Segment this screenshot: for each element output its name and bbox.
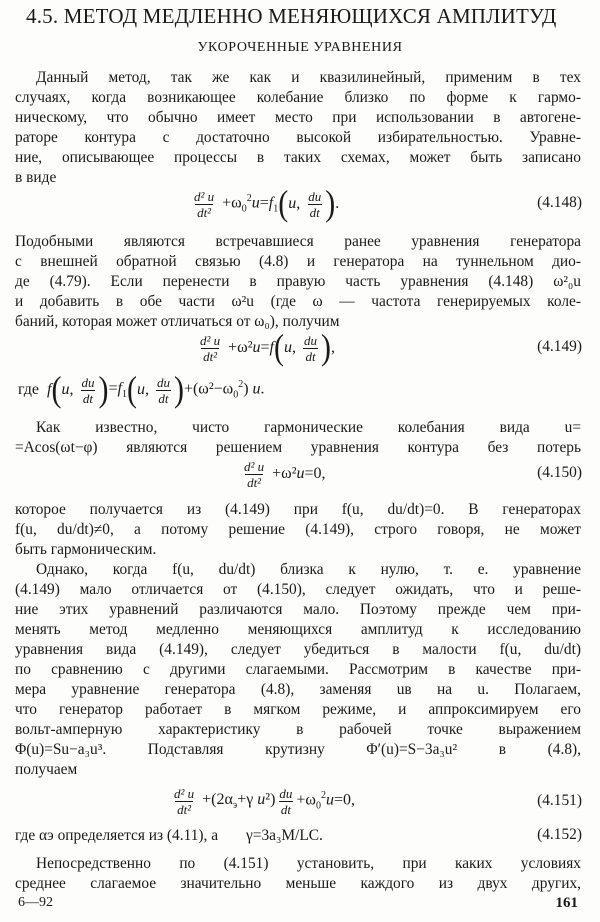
text-line: Подобными являются встречавшиеся ранее уравнения генератора	[15, 233, 581, 250]
subsection-title: УКОРОЧЕННЫЕ УРАВНЕНИЯ	[197, 40, 403, 55]
equation-4-150: $\frac{\text{d² u}}{\text{dt²}}$ +ω²u=0,	[244, 458, 326, 490]
equation-4-151: $\frac{\text{d² u}}{\text{dt²}}$ $+(2\alpha_э+\gamma$ u²) $\frac{du}{dt}$ $+\omega_0^2u=0$,	[174, 785, 355, 817]
text-line: (4.149) мало отличается от (4.150), следует ожидать, что и реше-	[15, 581, 581, 598]
page-number: 161	[555, 895, 578, 911]
text-line: где αэ определяется из (4.11), а	[15, 827, 219, 844]
where-label: где	[18, 381, 40, 398]
text-line: и добавить в обе части ω²u (где ω — частота генерируемых коле-	[15, 293, 581, 310]
text-line: которое получается из (4.149) при f(u, du/dt)=0. В генераторах	[15, 501, 581, 518]
text-line: быть гармоническим.	[15, 541, 157, 558]
text-line: уравнения вида (4.149), следует убедиться в малости f(u, du/dt)	[15, 641, 581, 658]
text-line: по сравнению с другими слагаемыми. Рассмотрим в качестве при-	[15, 661, 581, 678]
text-line: Непосредственно по (4.151) установить, при каких условиях	[36, 855, 581, 872]
text-line: с внешней обратной связью (4.8) и генератора на туннельном дио-	[15, 253, 581, 270]
text-line: Данный метод, так же как и квазилинейный, применим в тех	[36, 69, 581, 86]
text-line: в виде	[15, 169, 57, 186]
equation-number: (4.152)	[537, 826, 582, 843]
section-title: 4.5. МЕТОД МЕДЛЕННО МЕНЯЮЩИХСЯ АМПЛИТУД	[26, 4, 557, 28]
text-line: =Acos(ωt−φ) являются решением уравнения контура без потерь	[15, 439, 581, 456]
text-line: раторе контура с достаточно высокой избирательностью. Уравне-	[15, 129, 581, 146]
text-line: де (4.79). Если перенести в правую часть уравнения (4.148) ω²₀u	[15, 273, 581, 290]
text-line: f(u, du/dt)≠0, а потому решение (4.149), строго говоря, не может	[15, 521, 581, 538]
equation-4-149: $\frac{\text{d² u}}{\text{dt²}}$ +ω²u=f ( u , $\frac{du}{dt}$ ) ,	[200, 327, 335, 368]
equation-number: (4.150)	[537, 464, 582, 481]
text-line: Как известно, чисто гармонические колебания вида u=	[36, 419, 581, 436]
equation-4-152: γ=3a₃M/LC.	[246, 827, 323, 844]
text-line: менять метод медленно меняющихся амплитуд к исследованию	[15, 621, 581, 638]
signature-mark: 6—92	[18, 895, 53, 910]
text-line: ние этих уравнений различаются мало. Поэтому прежде чем при-	[15, 601, 581, 618]
text-line: среднее слагаемое значительно меньше каждого из двух других,	[15, 875, 581, 892]
text-line: мера уравнение генератора (4.8), заменяя uв на u. Полагаем,	[15, 681, 581, 698]
text-line: вольт-амперную характеристику в рабочей точке выражением	[15, 721, 581, 738]
equation-number: (4.149)	[537, 338, 582, 355]
text-line: Φ(u)=Su−a₃u³. Подставляя крутизну Φ′(u)=S−3a₃u² в (4.8),	[15, 741, 581, 758]
text-line: получаем	[15, 761, 78, 778]
text-line: случаях, когда возникающее колебание близко по форме к гармо-	[15, 89, 581, 106]
text-line: Однако, когда f(u, du/dt) близка к нулю, т. е. уравнение	[36, 561, 581, 578]
equation-number: (4.148)	[537, 194, 582, 211]
text-line: ние, описывающее процессы в таких схемах, может быть записано	[15, 149, 581, 166]
equation-4-148: $\frac{\text{d² u}}{\text{dt²}}$ $+\omega_0^2u=f_1$ ( u , $\frac{du}{dt}$ ) .	[194, 183, 340, 224]
text-line: что генератор работает в мягком режиме, и аппроксимируем его	[15, 701, 581, 718]
text-line: ническому, что обычно имеет место при использовании в автогене-	[15, 109, 581, 126]
text-line: баний, которая может отличаться от ω₀), получим	[15, 313, 340, 330]
equation-number: (4.151)	[537, 792, 582, 809]
equation-f-definition: где f ( u , $\frac{du}{dt}$ ) $=f_1$ ( u , $\frac{du}{dt}$ ) $+(\omega^2-\omega_0^2)$ u.	[18, 369, 265, 410]
